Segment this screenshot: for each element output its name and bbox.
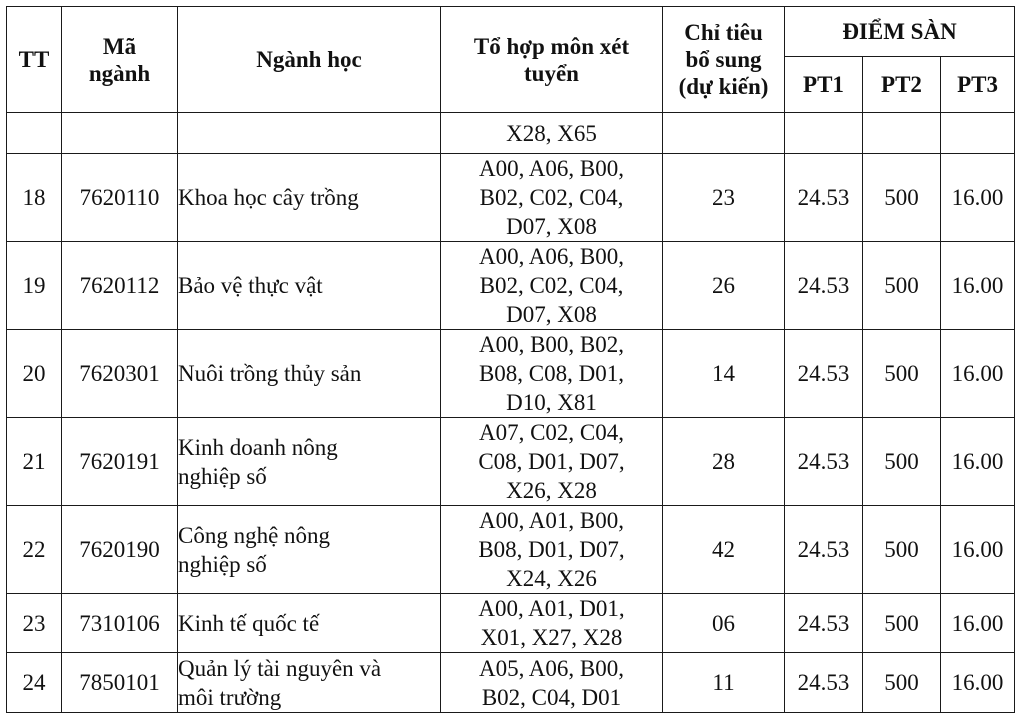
header-pt2: PT2: [863, 57, 941, 113]
cell-pt1: 24.53: [785, 506, 863, 594]
cell-pt1: 24.53: [785, 418, 863, 506]
cell-ma-nganh: 7620191: [62, 418, 178, 506]
table-row: [7, 418, 1015, 506]
cell-nganh-hoc: Bảo vệ thực vật: [178, 242, 441, 330]
cell-pt1: 24.53: [785, 330, 863, 418]
cell-pt3: [941, 113, 1015, 154]
cell-nganh-hoc: Kinh doanh nông nghiệp số: [178, 418, 441, 506]
cell-pt3: 16.00: [941, 653, 1015, 713]
cell-to-hop: A00, A01, B00, B08, D01, D07, X24, X26: [441, 506, 663, 594]
table-row: [7, 330, 1015, 418]
cell-ma-nganh: 7850101: [62, 653, 178, 713]
cell-chi-tieu: 23: [663, 154, 785, 242]
cell-chi-tieu: 06: [663, 594, 785, 653]
cell-to-hop: A00, A06, B00, B02, C02, C04, D07, X08: [441, 242, 663, 330]
table-row: [7, 594, 1015, 653]
cell-pt2: 500: [863, 330, 941, 418]
cell-pt1: 24.53: [785, 594, 863, 653]
header-tt: TT: [7, 7, 62, 113]
cell-ma-nganh: 7310106: [62, 594, 178, 653]
cell-to-hop: A07, C02, C04, C08, D01, D07, X26, X28: [441, 418, 663, 506]
cell-tt: [7, 113, 62, 154]
cell-pt2: 500: [863, 594, 941, 653]
cell-chi-tieu: 28: [663, 418, 785, 506]
cell-chi-tieu: 14: [663, 330, 785, 418]
table-row: [7, 242, 1015, 330]
cell-ma-nganh: 7620112: [62, 242, 178, 330]
header-to-hop: Tổ hợp môn xét tuyển: [441, 7, 663, 113]
header-nganh-hoc: Ngành học: [178, 7, 441, 113]
header-pt3: PT3: [941, 57, 1015, 113]
cell-tt: 18: [7, 154, 62, 242]
cell-chi-tieu: [663, 113, 785, 154]
cell-ma-nganh: [62, 113, 178, 154]
header-ma-nganh: Mã ngành: [62, 7, 178, 113]
cell-pt2: 500: [863, 242, 941, 330]
cell-tt: 20: [7, 330, 62, 418]
cell-chi-tieu: 26: [663, 242, 785, 330]
cell-nganh-hoc: Kinh tế quốc tế: [178, 594, 441, 653]
table-row-continuation: [7, 113, 1015, 154]
table-row: [7, 506, 1015, 594]
table-row: [7, 653, 1015, 713]
cell-nganh-hoc: Công nghệ nông nghiệp số: [178, 506, 441, 594]
cell-pt2: 500: [863, 418, 941, 506]
cell-ma-nganh: 7620301: [62, 330, 178, 418]
cell-nganh-hoc: Nuôi trồng thủy sản: [178, 330, 441, 418]
admission-table: [6, 6, 1015, 713]
cell-to-hop: A05, A06, B00, B02, C04, D01: [441, 653, 663, 713]
cell-pt2: 500: [863, 154, 941, 242]
cell-pt1: 24.53: [785, 154, 863, 242]
cell-to-hop: A00, A01, D01, X01, X27, X28: [441, 594, 663, 653]
cell-to-hop: X28, X65: [441, 113, 663, 154]
cell-pt3: 16.00: [941, 330, 1015, 418]
header-pt1: PT1: [785, 57, 863, 113]
cell-pt2: 500: [863, 653, 941, 713]
table-row: [7, 154, 1015, 242]
cell-to-hop: A00, B00, B02, B08, C08, D01, D10, X81: [441, 330, 663, 418]
cell-tt: 24: [7, 653, 62, 713]
cell-tt: 23: [7, 594, 62, 653]
cell-nganh-hoc: Quản lý tài nguyên và môi trường: [178, 653, 441, 713]
cell-nganh-hoc: Khoa học cây trồng: [178, 154, 441, 242]
cell-tt: 21: [7, 418, 62, 506]
cell-pt3: 16.00: [941, 242, 1015, 330]
cell-pt1: [785, 113, 863, 154]
cell-ma-nganh: 7620110: [62, 154, 178, 242]
cell-ma-nganh: 7620190: [62, 506, 178, 594]
cell-tt: 19: [7, 242, 62, 330]
header-chi-tieu: Chỉ tiêu bổ sung (dự kiến): [663, 7, 785, 113]
cell-pt3: 16.00: [941, 418, 1015, 506]
cell-pt1: 24.53: [785, 242, 863, 330]
cell-pt2: 500: [863, 506, 941, 594]
cell-tt: 22: [7, 506, 62, 594]
cell-to-hop: A00, A06, B00, B02, C02, C04, D07, X08: [441, 154, 663, 242]
cell-pt3: 16.00: [941, 154, 1015, 242]
cell-chi-tieu: 42: [663, 506, 785, 594]
cell-nganh-hoc: [178, 113, 441, 154]
cell-pt3: 16.00: [941, 594, 1015, 653]
cell-pt1: 24.53: [785, 653, 863, 713]
cell-pt3: 16.00: [941, 506, 1015, 594]
header-diem-san: ĐIỂM SÀN: [785, 7, 1015, 57]
cell-pt2: [863, 113, 941, 154]
cell-chi-tieu: 11: [663, 653, 785, 713]
